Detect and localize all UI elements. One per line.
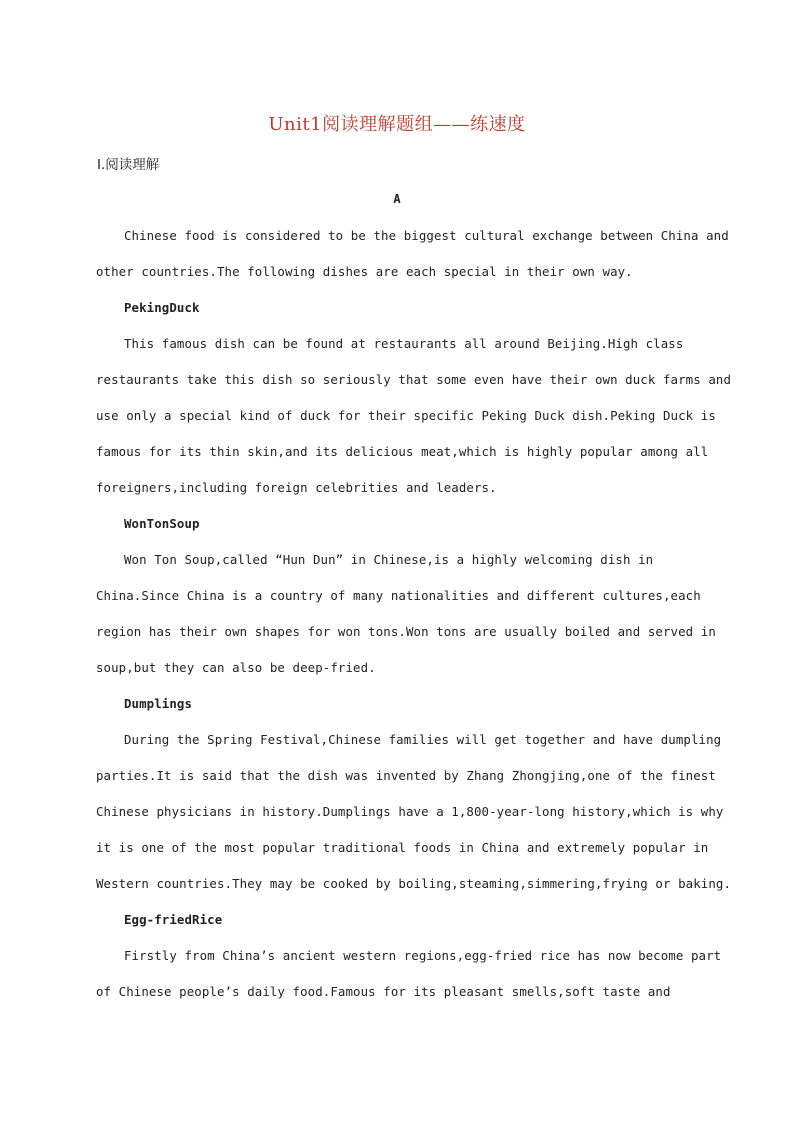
paragraph-line: Chinese physicians in history.Dumplings have a 1,800-year-long history,which is why [96,804,724,819]
paragraph-line: soup,but they can also be deep-fried. [96,660,376,675]
paragraph-line: Won Ton Soup,called “Hun Dun” in Chinese,is a highly welcoming dish in [124,552,654,567]
paragraph-line: This famous dish can be found at restaurants all around Beijing.High class [124,336,684,351]
paragraph-line: famous for its thin skin,and its delicious meat,which is highly popular among all [96,444,709,459]
page-title: Unit1阅读理解题组——练速度 [268,114,526,135]
section-heading: Ⅰ.阅读理解 [97,157,160,173]
paragraph-line: of Chinese people’s daily food.Famous for its pleasant smells,soft taste and [96,984,671,999]
intro-line: Chinese food is considered to be the biggest cultural exchange between China and [124,228,729,243]
paragraph-line: it is one of the most popular traditional foods in China and extremely popular in [96,840,709,855]
paragraph-line: use only a special kind of duck for their specific Peking Duck dish.Peking Duck is [96,408,716,423]
dish-heading-peking-duck: PekingDuck [124,300,200,315]
dish-heading-won-ton-soup: WonTonSoup [124,516,200,531]
paragraph-line: restaurants take this dish so seriously that some even have their own duck farms and [96,372,732,387]
paragraph-line: region has their own shapes for won tons.Won tons are usually boiled and served in [96,624,716,639]
paragraph-line: China.Since China is a country of many nationalities and different cultures,each [96,588,701,603]
passage-label: A [393,192,401,206]
paragraph-line: parties.It is said that the dish was invented by Zhang Zhongjing,one of the finest [96,768,716,783]
intro-line: other countries.The following dishes are each special in their own way. [96,264,633,279]
paragraph-line: foreigners,including foreign celebrities and leaders. [96,480,497,495]
dish-heading-dumplings: Dumplings [124,696,193,711]
dish-heading-egg-fried-rice: Egg-friedRice [124,912,223,927]
paragraph-line: During the Spring Festival,Chinese families will get together and have dumpling [124,732,722,747]
paragraph-line: Firstly from China’s ancient western regions,egg-fried rice has now become part [124,948,722,963]
paragraph-line: Western countries.They may be cooked by boiling,steaming,simmering,frying or baking. [96,876,732,891]
